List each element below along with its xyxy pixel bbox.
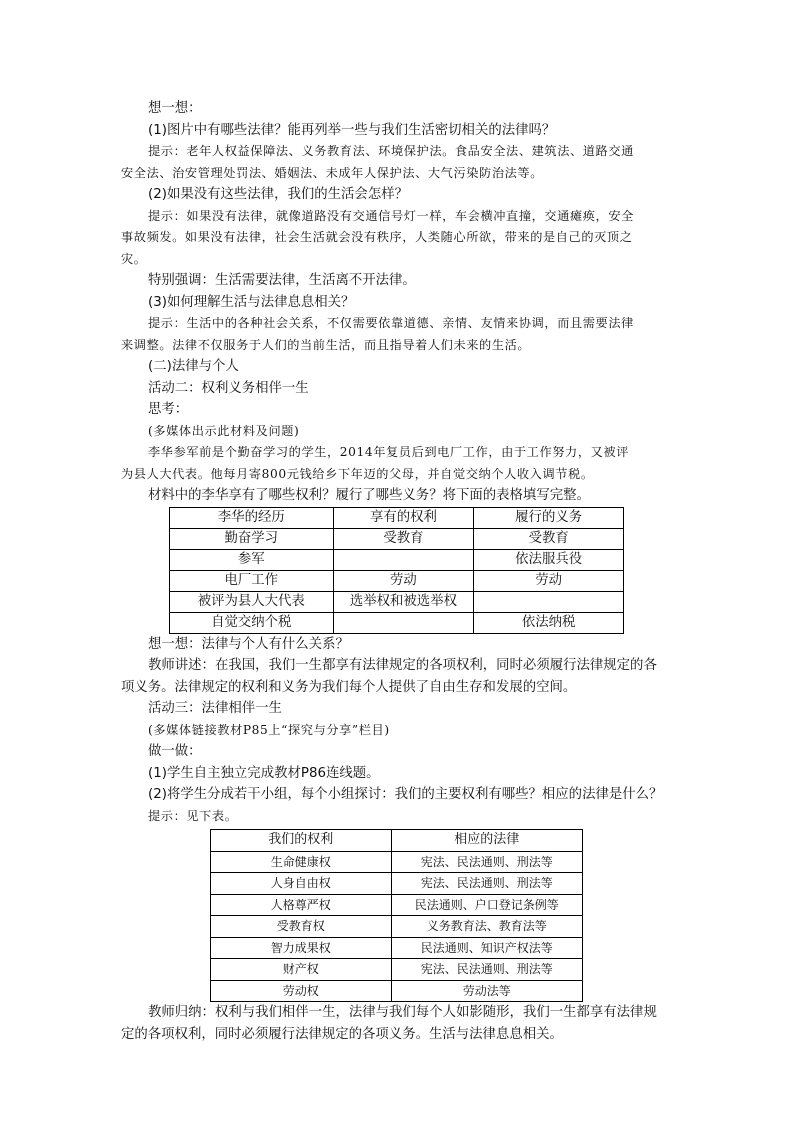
table-cell: 依法服兵役 bbox=[474, 549, 624, 570]
activity-3-title: 活动三：法律相伴一生 bbox=[148, 701, 282, 716]
story-line-1: 李华参军前是个勤奋学习的学生，2014年复员后到电厂工作，由于工作努力，又被评 bbox=[148, 445, 629, 459]
table-cell: 智力成果权 bbox=[211, 937, 392, 959]
task-item-2: (2)将学生分成若干小组，每个小组探讨：我们的主要权利有哪些？相应的法律是什么？ bbox=[148, 787, 663, 802]
table-header-cell: 李华的经历 bbox=[170, 507, 334, 528]
table-cell: 宪法、民法通则、刑法等 bbox=[391, 851, 583, 873]
table-row bbox=[211, 916, 583, 938]
table-cell: 人身自由权 bbox=[211, 873, 392, 895]
question-1: (1)图片中有哪些法律？能再列举一些与我们生活密切相关的法律吗？ bbox=[148, 122, 556, 138]
teacher-summary-line-1: 教师归纳：权利与我们相伴一生，法律与我们每个人如影随形，我们一生都享有法律规 bbox=[148, 1005, 657, 1020]
media-note: (多媒体出示此材料及问题) bbox=[148, 423, 300, 438]
rights-laws-table bbox=[210, 829, 583, 1002]
hint-see-table: 提示：见下表。 bbox=[148, 808, 238, 823]
table-cell: 人格尊严权 bbox=[211, 894, 392, 916]
answer-2-line-2: 事故频发。如果没有法律，社会生活就会没有秩序，人类随心所欲，带来的是自己的灭顶之 bbox=[121, 230, 633, 244]
do-it-label: 做一做： bbox=[148, 744, 202, 759]
activity-2-title: 活动二：权利义务相伴一生 bbox=[148, 380, 309, 396]
answer-2-line-3: 灾。 bbox=[121, 251, 147, 266]
table-cell: 民法通则、知识产权法等 bbox=[391, 937, 583, 959]
answer-1-line-2: 安全法、治安管理处罚法、婚姻法、未成年人保护法、大气污染防治法等。 bbox=[121, 165, 543, 180]
answer-1-line-1: 提示：老年人权益保障法、义务教育法、环境保护法。食品安全法、建筑法、道路交通 bbox=[148, 144, 634, 158]
question-3: (3)如何理解生活与法律息息相关？ bbox=[148, 294, 355, 310]
table-cell: 劳动法等 bbox=[391, 980, 583, 1002]
table-header-cell: 享有的权利 bbox=[333, 507, 474, 528]
teacher-talk-line-1: 教师讲述：在我国，我们一生都享有法律规定的各项权利，同时必须履行法律规定的各 bbox=[148, 658, 657, 673]
table-cell: 宪法、民法通则、刑法等 bbox=[391, 873, 583, 895]
table-cell bbox=[474, 591, 624, 612]
table-cell: 受教育权 bbox=[211, 916, 392, 938]
think-question-2: 想一想：法律与个人有什么关系？ bbox=[148, 636, 349, 652]
section-title: (二)法律与个人 bbox=[148, 359, 239, 374]
think-heading: 想一想： bbox=[148, 101, 202, 116]
table-task: 材料中的李华享有了哪些权利？履行了哪些义务？将下面的表格填写完整。 bbox=[148, 488, 590, 503]
table-header-cell: 履行的义务 bbox=[474, 507, 624, 528]
table-cell: 受教育 bbox=[474, 528, 624, 549]
table-header-row bbox=[211, 830, 583, 852]
table-cell: 电厂工作 bbox=[170, 570, 334, 591]
table-row bbox=[211, 894, 583, 916]
table-row bbox=[170, 591, 624, 612]
question-2: (2)如果没有这些法律，我们的生活会怎样？ bbox=[148, 187, 408, 202]
table-cell: 宪法、民法通则、刑法等 bbox=[391, 959, 583, 981]
table-cell: 被评为县人大代表 bbox=[170, 591, 334, 612]
rights-duties-table bbox=[169, 507, 624, 634]
table-row bbox=[170, 612, 624, 633]
teacher-summary-line-2: 定的各项权利，同时必须履行法律规定的各项义务。生活与法律息息相关。 bbox=[121, 1026, 563, 1042]
table-cell: 民法通则、户口登记条例等 bbox=[391, 894, 583, 916]
table-cell: 劳动 bbox=[333, 570, 474, 591]
special-emphasis: 特别强调：生活需要法律，生活离不开法律。 bbox=[148, 273, 416, 288]
table-row bbox=[211, 873, 583, 895]
table-row bbox=[211, 980, 583, 1002]
think-label: 思考： bbox=[148, 402, 189, 417]
table-cell: 自觉交纳个税 bbox=[170, 612, 334, 633]
task-item-1: (1)学生自主独立完成教材P86连线题。 bbox=[148, 765, 380, 781]
table-row bbox=[170, 549, 624, 570]
table-header-cell: 我们的权利 bbox=[211, 830, 392, 852]
document-body bbox=[121, 98, 673, 1045]
table-cell: 参军 bbox=[170, 549, 334, 570]
table-cell: 勤奋学习 bbox=[170, 528, 334, 549]
table-cell: 财产权 bbox=[211, 959, 392, 981]
table-cell bbox=[333, 612, 474, 633]
table-header-row bbox=[170, 507, 624, 528]
table-cell: 选举权和被选举权 bbox=[333, 591, 474, 612]
answer-2-line-1: 提示：如果没有法律，就像道路没有交通信号灯一样，车会横冲直撞，交通瘫痪，安全 bbox=[148, 208, 634, 223]
table-cell: 劳动 bbox=[474, 570, 624, 591]
teacher-talk-line-2: 项义务。法律规定的权利和义务为我们每个人提供了自由生存和发展的空间。 bbox=[121, 679, 577, 695]
table-row bbox=[170, 570, 624, 591]
table-row bbox=[211, 851, 583, 873]
table-header-cell: 相应的法律 bbox=[391, 830, 583, 852]
table-row bbox=[170, 528, 624, 549]
answer-3-line-1: 提示：生活中的各种社会关系，不仅需要依靠道德、亲情、友情来协调，而且需要法律 bbox=[148, 316, 634, 330]
table-row bbox=[211, 937, 583, 959]
table-cell: 劳动权 bbox=[211, 980, 392, 1002]
answer-3-line-2: 来调整。法律不仅服务于人们的当前生活，而且指导着人们未来的生活。 bbox=[121, 337, 531, 352]
table-cell bbox=[333, 549, 474, 570]
table-cell: 受教育 bbox=[333, 528, 474, 549]
story-line-2: 为县人大代表。他每月寄800元钱给乡下年迈的父母，并自觉交纳个人收入调节税。 bbox=[121, 466, 594, 481]
table-cell: 生命健康权 bbox=[211, 851, 392, 873]
table-cell: 义务教育法、教育法等 bbox=[391, 916, 583, 938]
table-row bbox=[211, 959, 583, 981]
media-link-note: (多媒体链接教材P85上“探究与分享”栏目) bbox=[148, 722, 390, 737]
table-cell: 依法纳税 bbox=[474, 612, 624, 633]
